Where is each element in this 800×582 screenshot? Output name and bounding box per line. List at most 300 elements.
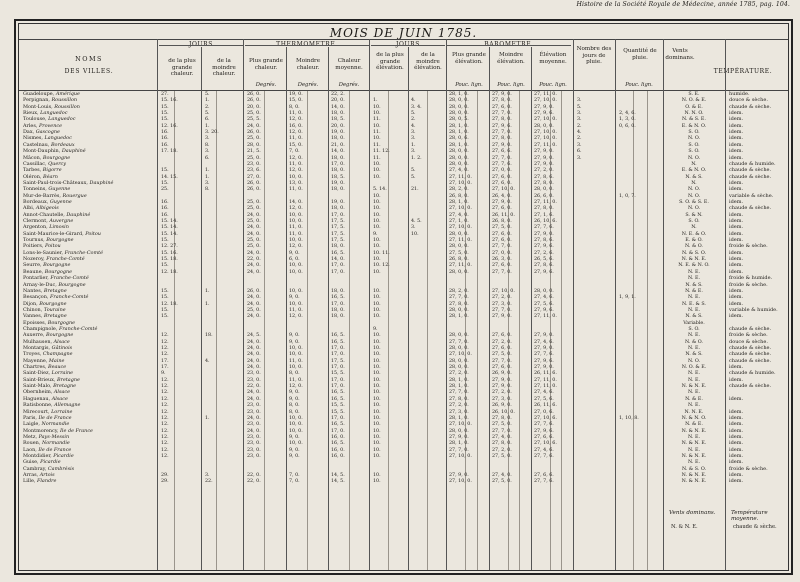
city: Lons-le-Saunier, <box>23 249 63 256</box>
province: Champagne <box>42 351 73 358</box>
cell-bmax: 26, 8, 0. <box>449 193 469 199</box>
cell-vent: N. & S. <box>685 314 703 320</box>
unit-pouc-2: Pouc. lign. <box>497 82 525 88</box>
cell-vent: S. O. <box>688 130 700 136</box>
header-j-plus-grande-chaleur: de la plus grande chaleur. <box>168 58 196 78</box>
city: Metz, <box>23 433 37 440</box>
cell-tmin: 10, 0. <box>289 365 303 371</box>
cell-jb1: 10. <box>373 295 381 301</box>
cell-bmax: 28, 1, 0. <box>449 199 469 205</box>
cell-tmax: 26, 0. <box>247 130 261 136</box>
city: Laigle, <box>23 421 40 428</box>
cell-tmax: 23, 0. <box>247 422 261 428</box>
cell-tmax: 24, 0. <box>247 365 261 371</box>
province: Roussillon <box>54 103 80 110</box>
cell-j1: 16. <box>161 212 169 218</box>
cell-vent: S. O. <box>688 149 700 155</box>
cell-tmax: 25, 0. <box>247 307 261 313</box>
cell-bmoy: 27, 9, 0. <box>534 104 554 110</box>
cell-temperature: idem. <box>729 478 744 485</box>
cell-jb1: 10. <box>373 333 381 339</box>
cell-vent: N. <box>691 161 697 167</box>
cell-temperature: chaude & sèche. <box>729 205 772 212</box>
cell-temperature: idem. <box>729 408 744 415</box>
cell-bmoy: 27, 7, 6. <box>534 225 554 231</box>
cell-jb1: 10. 12. <box>373 263 390 269</box>
cell-tmin: 10, 0. <box>289 441 303 447</box>
cell-temperature: idem. <box>729 376 744 383</box>
cell-j1: 12. <box>161 333 169 339</box>
cell-jb2: 4. <box>411 98 416 104</box>
cell-qte: 0, 6, 0. <box>619 123 636 129</box>
cell-pluie: 3. <box>577 155 582 161</box>
cell-vent: N. E. <box>688 346 700 351</box>
header-plus-grande-elevation: Plus grande élévation. <box>452 52 486 65</box>
cell-temperature: idem. <box>729 433 744 440</box>
cell-vent: S. O. & S. E. <box>679 199 709 205</box>
cell-pluie: 5. <box>577 104 582 110</box>
cell-vent: N. E. & N. O. <box>678 263 710 269</box>
cell-vent: S. E. <box>688 92 700 97</box>
cell-bmin: 27, 10, 0. <box>492 288 515 294</box>
cell-tmin: 11, 0. <box>289 111 303 117</box>
cell-temperature: idem. <box>729 135 744 142</box>
cell-temperature: idem. <box>729 268 744 275</box>
cell-tmax: 27, 0. <box>247 174 261 180</box>
cell-bmoy: 27, 11, 0. <box>534 377 557 383</box>
cell-bmin: 27, 6, 0. <box>492 263 512 269</box>
cell-bmin: 26, 10, 0. <box>492 409 515 415</box>
cell-jb1: 10. <box>373 161 381 167</box>
cell-tmax: 23, 0. <box>247 377 261 383</box>
cell-temperature: variable & sèche. <box>729 192 774 199</box>
cell-bmoy: 27, 5, 6. <box>534 301 554 307</box>
cell-bmax: 27, 8, 0. <box>449 396 469 402</box>
cell-bmin: 27, 7, 0. <box>492 358 512 364</box>
cell-bmax: 28, 0, 0. <box>449 358 469 364</box>
cell-j1: 12. <box>161 422 169 428</box>
province: Bretagne <box>57 376 80 383</box>
city: Bordeaux, <box>23 198 49 205</box>
cell-bmax: 27, 10, 0. <box>449 180 472 186</box>
city: Annot-Chautelle, <box>23 211 65 218</box>
cell-jb1: 11. <box>373 130 381 136</box>
header-quantite-pluie: Quantité de pluie. <box>623 48 657 61</box>
cell-temperature: idem. <box>729 186 744 193</box>
cell-tmax: 26, 0. <box>247 288 261 294</box>
province: Picardie <box>53 452 74 459</box>
cell-jb2: 1. 2. <box>411 155 422 161</box>
cell-tmin: 19, 0. <box>289 92 303 97</box>
cell-tmax: 24, 0. <box>247 396 261 402</box>
cell-j1: 15. <box>161 288 169 294</box>
group-barometre: BAROMETRE. <box>484 41 534 48</box>
cell-temperature: chaude & sèche. <box>729 345 772 351</box>
cell-bmin: 26, 9, 0. <box>492 371 512 377</box>
cell-tmin: 15, 0. <box>289 142 303 148</box>
cell-tmoy: 17, 0. <box>331 212 345 218</box>
cell-j1: 12. 18. <box>161 301 178 307</box>
cell-jb2: 4. 5. <box>411 219 422 224</box>
header-noms: NOMS <box>75 55 103 63</box>
cell-bmoy: 28, 0, 0. <box>534 187 554 193</box>
cell-bmoy: 27, 8, 0. <box>534 180 554 186</box>
cell-bmax: 27, 1, 0. <box>449 219 469 224</box>
cell-vent: N. E. <box>688 460 700 466</box>
cell-bmoy: 27, 9, 0. <box>534 149 554 155</box>
cell-tmoy: 18, 5. <box>331 174 345 180</box>
cell-tmoy: 17, 0. <box>331 346 345 351</box>
city: Saint-Malo, <box>23 383 52 390</box>
cell-tmax: 24, 0. <box>247 358 261 364</box>
cell-bmoy: 27, 9, 6. <box>534 269 554 275</box>
cell-j1: 15. <box>161 314 169 320</box>
cell-tmax: 22, 0. <box>247 479 261 485</box>
cell-bmoy: 27, 6, 6. <box>534 434 554 440</box>
cell-j1: 16. <box>161 130 169 136</box>
cell-bmax: 27, 7, 0. <box>449 295 469 301</box>
cell-tmin: 10, 0. <box>289 263 303 269</box>
cell-tmoy: 16, 0. <box>331 434 345 440</box>
cell-j1: 12. <box>161 453 169 459</box>
cell-j1: 15. 14. <box>161 231 178 237</box>
cell-vent: E. & O. <box>685 238 703 244</box>
cell-bmoy: 27, 7, 6. <box>534 352 554 358</box>
cell-tmoy: 16, 5. <box>331 339 345 345</box>
cell-bmin: 27, 7, 0. <box>492 307 512 313</box>
cell-tmin: 10, 0. <box>289 301 303 307</box>
province: Bourgogne <box>44 268 72 275</box>
cell-j2: 1. <box>205 123 210 129</box>
cell-tmin: 8, 0. <box>289 409 300 415</box>
cell-j2: 8. <box>205 187 210 193</box>
running-head: Histoire de la Société Royale de Médecine, année 1785, pag. 104. <box>576 1 790 8</box>
cell-bmin: 27, 5, 0. <box>492 479 512 485</box>
cell-bmin: 27, 8, 0. <box>492 136 512 142</box>
cell-jb2: 10. <box>411 231 419 237</box>
cell-vent: N. & N. E. <box>681 428 707 434</box>
cell-tmoy: 18, 0. <box>331 168 345 174</box>
cell-tmax: 24, 0. <box>247 314 261 320</box>
cell-jb1: 10. <box>373 238 381 244</box>
cell-j2: 6. <box>205 155 210 161</box>
cell-j2: 5. <box>205 92 210 97</box>
cell-tmoy: 17, 0. <box>331 377 345 383</box>
province: Languedoc <box>44 135 72 142</box>
cell-bmax: 28, 0, 0. <box>449 149 469 155</box>
cell-jb1: 10. <box>373 257 381 263</box>
cell-vent: S. O. <box>688 219 700 224</box>
city: Nantes, <box>23 287 43 294</box>
cell-bmoy: 27, 11, 0. <box>534 92 557 97</box>
cell-bmin: 27, 9, 0. <box>492 314 512 320</box>
cell-j1: 12. <box>161 403 169 409</box>
cell-tmoy: 20, 0. <box>331 98 345 104</box>
cell-vent: E. & N. O. <box>681 168 707 174</box>
cell-qte: 1, 0, 7. <box>619 193 636 199</box>
cell-bmoy: 26, 6, 0. <box>534 193 554 199</box>
cell-vent: N. & N. E. <box>681 257 707 263</box>
cell-j2: 2. <box>205 104 210 110</box>
cell-qte: 1, 10, 8. <box>619 415 639 421</box>
cell-bmin: 27, 6, 0. <box>492 174 512 180</box>
cell-bmin: 27, 2, 0. <box>492 339 512 345</box>
cell-vent: N. & N. E. <box>681 473 707 478</box>
cell-tmoy: 16, 5. <box>331 333 345 339</box>
cell-bmoy: 26, 11, 6. <box>534 403 557 409</box>
cell-vent: N. & O. <box>685 339 703 345</box>
cell-tmoy: 16, 5. <box>331 390 345 396</box>
city: Chartres, <box>23 364 47 371</box>
cell-jb2: 3. 4. <box>411 104 422 110</box>
cell-bmin: 27, 9, 0. <box>492 92 512 97</box>
cell-jb1: 10. <box>373 428 381 434</box>
cell-tmin: 8, 0. <box>289 371 300 377</box>
city: Seurre, <box>23 262 42 269</box>
cell-j1: 15. <box>161 111 169 117</box>
cell-bmax: 27, 7, 0. <box>449 447 469 453</box>
cell-bmoy: 27, 2, 6. <box>534 250 554 256</box>
cell-tmoy: 17, 0. <box>331 269 345 275</box>
cell-vent: N. & E. <box>685 422 703 428</box>
cell-j1: 17. 18. <box>161 149 178 155</box>
header-j-plus-grande-elevation: de la plus grande élévation. <box>376 52 404 72</box>
cell-jb1: 10. <box>373 244 381 250</box>
province: Allemagne <box>54 402 81 409</box>
header-nombre-jours-pluie: Nombre des jours de pluie. <box>576 46 612 66</box>
city: Mulhausen, <box>23 338 53 345</box>
cell-bmin: 27, 5, 0. <box>492 352 512 358</box>
cell-jb1: 10. <box>373 358 381 364</box>
cell-tmoy: 16, 5. <box>331 295 345 301</box>
cell-j2: 1. <box>205 174 210 180</box>
cell-jb1: 10. <box>373 199 381 205</box>
cell-j2: 6. <box>205 117 210 123</box>
city: Laon, <box>23 446 37 453</box>
province: Flandre <box>36 478 57 485</box>
province: Dauphiné <box>89 179 114 186</box>
cell-tmin: 8, 0. <box>289 403 300 409</box>
header-des-villes: DES VILLES. <box>64 68 114 75</box>
province: Gâtinois <box>51 345 73 351</box>
cell-bmax: 27, 10, 0. <box>449 352 472 358</box>
cell-temperature: idem. <box>729 230 744 237</box>
cell-pluie: 3. <box>577 142 582 148</box>
province: Bourgogne <box>39 300 67 307</box>
cell-jb1: 10. <box>373 403 381 409</box>
cell-j1: 12. <box>161 441 169 447</box>
cell-tmax: 24, 0. <box>247 225 261 231</box>
cell-tmax: 25, 5. <box>247 117 261 123</box>
cell-bmin: 27, 9, 0. <box>492 142 512 148</box>
cell-tmoy: 17, 0. <box>331 263 345 269</box>
cell-jb1: 10. <box>373 219 381 224</box>
group-line-thermometre <box>245 45 369 46</box>
cell-jb1: 10. <box>373 377 381 383</box>
cell-tmin: 12, 0. <box>289 244 303 250</box>
cell-tmoy: 18, 0. <box>331 155 345 161</box>
cell-tmoy: 17, 5. <box>331 219 345 224</box>
cell-tmin: 10, 0. <box>289 428 303 434</box>
city: Tournus, <box>23 237 45 244</box>
cell-temperature: chaude & humide. <box>729 370 776 377</box>
group-line-barometre <box>447 45 571 46</box>
cell-j1: 16. <box>161 136 169 142</box>
cell-temperature: idem. <box>729 452 744 459</box>
cell-tmax: 26, 0. <box>247 187 261 193</box>
cell-tmoy: 18, 0. <box>331 314 345 320</box>
cell-vent: N. & N. O. <box>681 415 707 421</box>
cell-jb1: 10. <box>373 314 381 320</box>
province: Alsace <box>51 395 68 402</box>
city: Auxerre, <box>23 332 45 339</box>
cell-j2: 1. <box>205 301 210 307</box>
cell-vent: N. E. & O. <box>681 231 707 237</box>
city: Guadeloupe, <box>23 91 55 97</box>
cell-bmoy: 27, 10, 0. <box>534 136 557 142</box>
cell-bmax: 28, 0, 0. <box>449 365 469 371</box>
cell-tmax: 22, 0. <box>247 473 261 478</box>
province: Amérique <box>55 91 80 97</box>
cell-temperature: froide & sèche. <box>729 243 768 250</box>
cell-jb1: 10. <box>373 415 381 421</box>
cell-tmin: 9, 0. <box>289 396 300 402</box>
cell-bmax: 28, 0, 0. <box>449 231 469 237</box>
cell-jb1: 10. <box>373 174 381 180</box>
cell-j1: 29. <box>161 479 169 485</box>
cell-tmoy: 18, 0. <box>331 288 345 294</box>
cell-tmin: 9, 0. <box>289 333 300 339</box>
cell-j1: 12. <box>161 377 169 383</box>
cell-bmoy: 27, 11, 0. <box>534 384 557 390</box>
cell-temperature: froide & sèche. <box>729 332 768 339</box>
cell-bmin: 27, 9, 0. <box>492 384 512 390</box>
cell-bmax: 27, 2, 0. <box>449 371 469 377</box>
province: Béarn <box>43 173 58 180</box>
cell-bmoy: 27, 4, 6. <box>534 339 554 345</box>
cell-jb2: 3. <box>411 136 416 142</box>
cell-vent: N. E. <box>688 333 700 339</box>
cell-temperature: idem. <box>729 472 744 478</box>
cell-temperature: idem. <box>729 141 744 148</box>
cell-j1: 15. <box>161 180 169 186</box>
cell-bmax: 28, 1, 0. <box>449 92 469 97</box>
cell-tmoy: 17, 0. <box>331 301 345 307</box>
cell-j1: 15. <box>161 117 169 123</box>
province: Dauphiné <box>66 211 91 218</box>
unit-degres-1: Degrés. <box>255 82 277 88</box>
cell-bmax: 28, 1, 0. <box>449 314 469 320</box>
cell-vent: N. & S. <box>685 282 703 288</box>
cell-temperature: idem. <box>729 218 744 224</box>
cell-tmoy: 15, 5. <box>331 409 345 415</box>
cell-pluie: 3. <box>577 98 582 104</box>
cell-bmoy: 27, 9, 0. <box>534 161 554 167</box>
cell-tmax: 25, 0. <box>247 155 261 161</box>
cell-jb1: 10. <box>373 123 381 129</box>
cell-tmin: 10, 0. <box>289 346 303 351</box>
cell-jb1: 10. <box>373 434 381 440</box>
cell-tmax: 25, 0. <box>247 199 261 205</box>
cell-tmin: 7, 0. <box>289 473 300 478</box>
cell-j1: 12. <box>161 409 169 415</box>
cell-bmax: 27, 5, 0. <box>449 250 469 256</box>
city: Cassillac, <box>23 160 47 167</box>
city: Besançon, <box>23 294 49 301</box>
cell-bmin: 27, 6, 0. <box>492 180 512 186</box>
cell-vent: N. O. <box>687 206 701 212</box>
cell-jb1: 11. <box>373 142 381 148</box>
table-row <box>19 478 788 486</box>
cell-temperature: chaude & sèche. <box>729 383 772 390</box>
cell-j1: 15. <box>161 263 169 269</box>
cell-bmax: 28, 0, 0. <box>449 428 469 434</box>
cell-j1: 15. 14. <box>161 219 178 224</box>
cell-bmoy: 27, 8, 6. <box>534 174 554 180</box>
unit-degres-2: Degrés. <box>297 82 319 88</box>
cell-bmoy: 27, 9, 6. <box>534 428 554 434</box>
city: Chinon, <box>23 306 43 313</box>
cell-bmoy: 27, 9, 6. <box>534 244 554 250</box>
province: Dauphiné <box>61 148 86 155</box>
cell-temperature: idem. <box>729 313 744 320</box>
cell-jb1: 10. <box>373 352 381 358</box>
cell-jb1: 10. <box>373 212 381 218</box>
cell-bmax: 27, 10, 0. <box>449 225 472 231</box>
city: Troyes, <box>23 351 42 358</box>
cell-bmax: 28, 0, 0. <box>449 244 469 250</box>
cell-tmoy: 22, 2. <box>331 92 345 97</box>
cell-jb1: 11. 12. <box>373 149 390 155</box>
cell-bmax: 27, 7, 0. <box>449 390 469 396</box>
cell-tmax: 23, 0. <box>247 403 261 409</box>
cell-tmoy: 15, 5. <box>331 371 345 377</box>
cell-jb1: 10. <box>373 365 381 371</box>
cell-vent: N. E. <box>688 269 700 275</box>
cell-temperature: chaude & sèche. <box>729 103 772 110</box>
cell-vent: N. E. <box>688 447 700 453</box>
cell-bmoy: 27, 11, 0. <box>534 314 557 320</box>
cell-bmoy: 27, 5, 6. <box>534 396 554 402</box>
province: Franche-Comté <box>50 275 89 282</box>
cell-vent: N. & N. E. <box>681 453 707 459</box>
cell-j2: 22. <box>205 479 213 485</box>
cell-bmoy: 26, 10, 6. <box>534 219 557 224</box>
cell-qte: 1, 3, 0. <box>619 117 636 123</box>
cell-tmax: 23, 0. <box>247 441 261 447</box>
cell-bmin: 27, 10, 0. <box>492 187 515 193</box>
cell-pluie: 2. <box>577 136 582 142</box>
cell-bmax: 27, 10, 0. <box>449 422 472 428</box>
city: Obernheim, <box>23 389 53 396</box>
cell-tmax: 24, 0. <box>247 269 261 275</box>
cell-tmin: 10, 0. <box>289 269 303 275</box>
province: Auvergne <box>49 218 74 224</box>
cell-tmin: 12, 0. <box>289 117 303 123</box>
city: Lille, <box>23 478 36 485</box>
cell-j2: 3. <box>205 473 210 478</box>
province: Alsace <box>53 338 70 345</box>
cell-tmoy: 17, 0. <box>331 428 345 434</box>
cell-vent: S. O. <box>688 326 700 332</box>
province: Alsace <box>53 389 71 396</box>
cell-j2: 18. <box>205 333 213 339</box>
cell-temperature: idem. <box>729 122 744 129</box>
cell-bmoy: 27, 10, 0. <box>534 130 557 136</box>
cell-bmoy: 27, 1, 6. <box>534 212 554 218</box>
cell-jb2: 21. <box>411 187 419 193</box>
cell-bmin: 27, 6, 0. <box>492 231 512 237</box>
